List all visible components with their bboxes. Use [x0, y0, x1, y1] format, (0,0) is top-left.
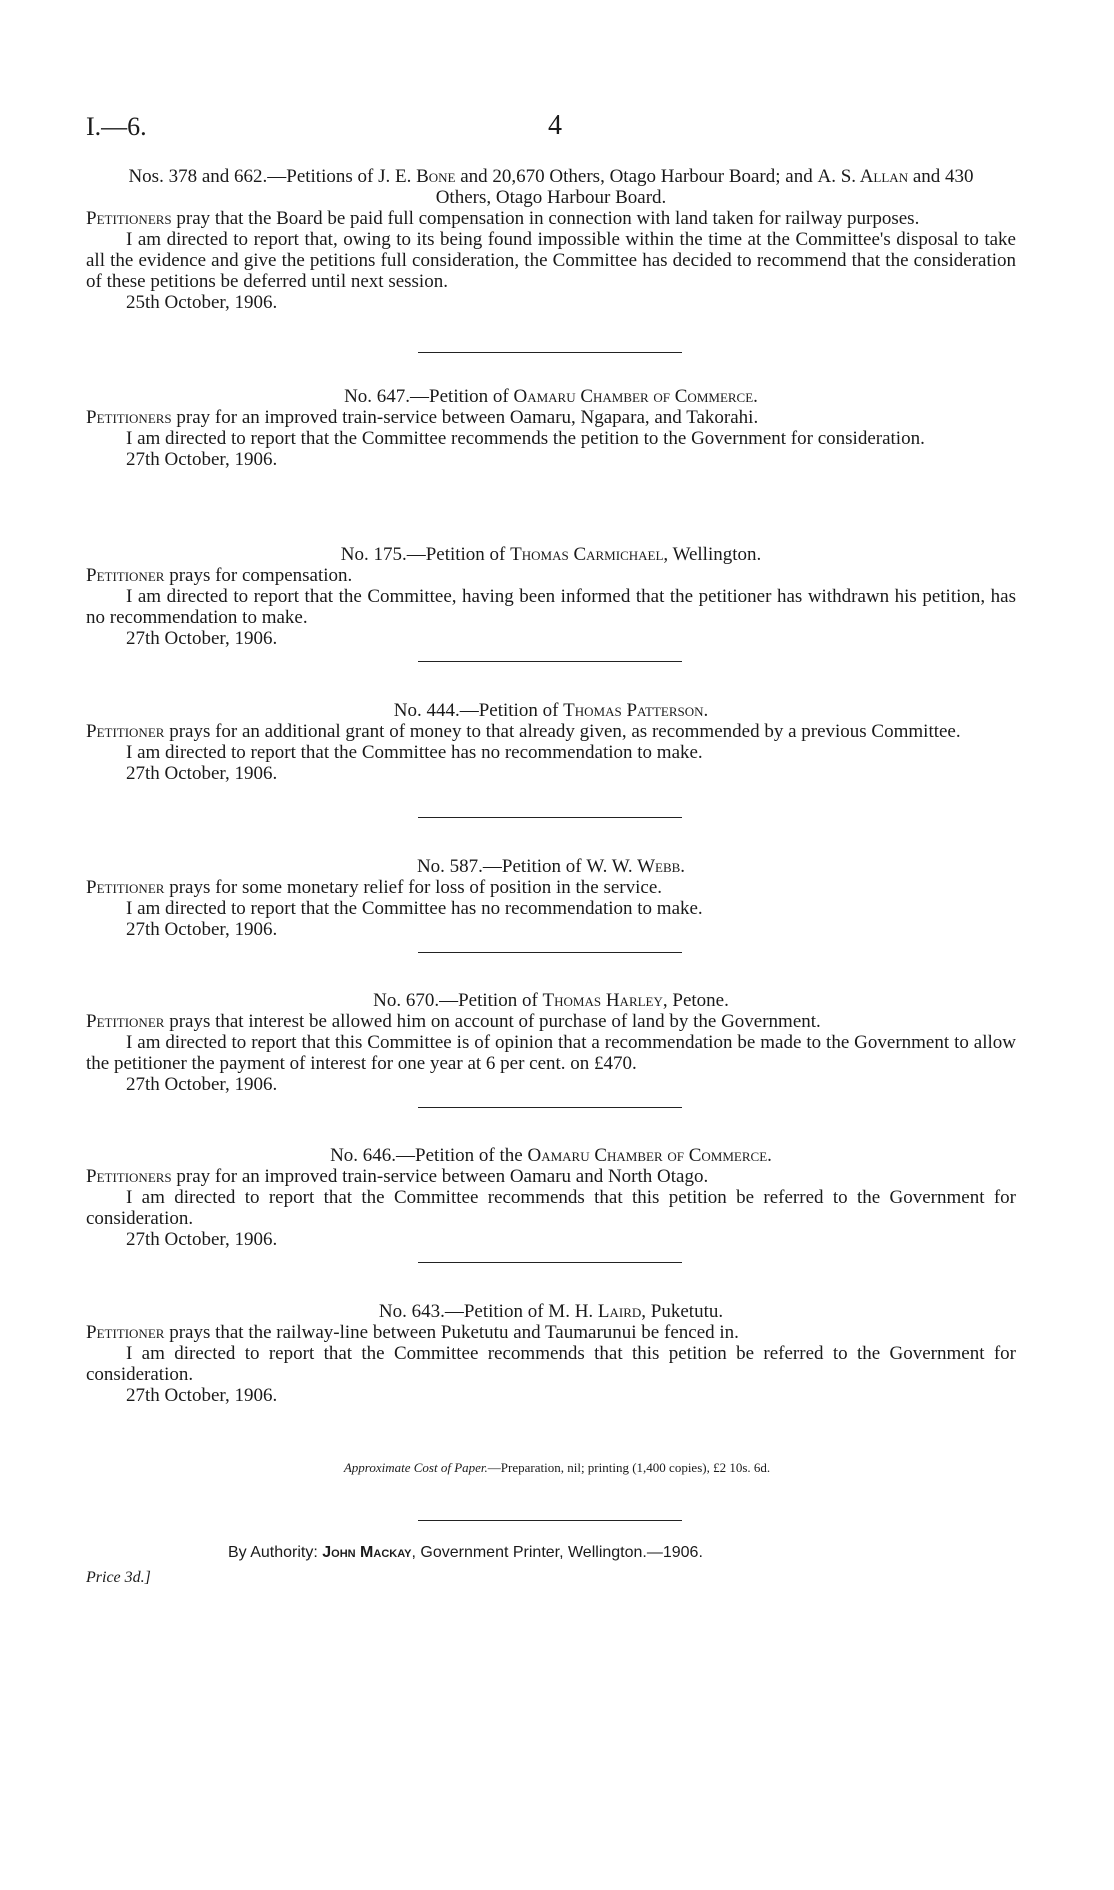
report-date: 27th October, 1906.: [126, 919, 278, 940]
petition-prayer: Petitioner prays for an additional grant of money to that already given, as recommended by a previous Committee.: [86, 721, 961, 742]
petition-section-643: [86, 1301, 1016, 1406]
petition-section-378-662: [86, 166, 1016, 313]
petition-prayer: Petitioner prays for compensation.: [86, 565, 353, 586]
petition-title: No. 444.—Petition of Thomas Patterson.: [393, 700, 709, 721]
report-date: 25th October, 1906.: [126, 292, 278, 313]
petition-section-444: [86, 700, 1016, 784]
report-date: 27th October, 1906.: [126, 1229, 278, 1250]
committee-report: I am directed to report that the Committee recommends the petition to the Government for consideration.: [126, 428, 925, 449]
committee-report: I am directed to report that the Committee, having been informed that the petitioner has withdrawn his petition, has no recommendation to make.: [86, 586, 1016, 628]
report-date: 27th October, 1906.: [126, 1074, 278, 1095]
petition-title: No. 175.—Petition of Thomas Carmichael, Wellington.: [340, 544, 762, 565]
section-divider: [418, 1107, 682, 1108]
section-divider: [418, 661, 682, 662]
paper-reference: I.—6.: [86, 112, 147, 141]
petition-prayer: Petitioner prays that the railway-line between Puketutu and Taumarunui be fenced in.: [86, 1322, 739, 1343]
committee-report: I am directed to report that the Committee recommends that this petition be referred to the Government for consideration.: [86, 1187, 1016, 1229]
petition-section-670: [86, 990, 1016, 1095]
printer-authority-line: By Authority: John Mackay, Government Printer, Wellington.—1906.: [228, 1544, 703, 1561]
page-number: 4: [548, 110, 562, 141]
committee-report: I am directed to report that the Committee has no recommendation to make.: [126, 898, 703, 919]
petition-title: No. 646.—Petition of the Oamaru Chamber of Commerce.: [330, 1145, 772, 1166]
price-label: Price 3d.]: [86, 1569, 151, 1586]
section-divider: [418, 817, 682, 818]
committee-report: I am directed to report that the Committee recommends that this petition be referred to the Government for consideration.: [86, 1343, 1016, 1385]
report-date: 27th October, 1906.: [126, 1385, 278, 1406]
petition-section-647: [86, 386, 1016, 470]
petition-prayer: Petitioners pray for an improved train-service between Oamaru, Ngapara, and Takorahi.: [86, 407, 759, 428]
footer-divider: [418, 1520, 682, 1521]
report-date: 27th October, 1906.: [126, 628, 278, 649]
report-date: 27th October, 1906.: [126, 763, 278, 784]
petition-title: Nos. 378 and 662.—Petitions of J. E. Bone and 20,670 Others, Otago Harbour Board; and A. S. Allan and 430 Others, Otago Harbour Board.: [128, 166, 974, 208]
committee-report: I am directed to report that this Committee is of opinion that a recommendation be made to the Government to allow the petitioner the payment of interest for one year at 6 per cent. on £470.: [86, 1032, 1016, 1074]
petition-prayer: Petitioners pray that the Board be paid full compensation in connection with land taken for railway purposes.: [86, 208, 920, 229]
committee-report: I am directed to report that, owing to its being found impossible within the time at the Committee's disposal to take all the evidence and give the petitions full consideration, the Committee has decided to recommend that the consideration of these petitions be deferred until next session.: [86, 229, 1016, 292]
petition-prayer: Petitioners pray for an improved train-service between Oamaru and North Otago.: [86, 1166, 709, 1187]
petition-title: No. 647.—Petition of Oamaru Chamber of Commerce.: [344, 386, 758, 407]
section-divider: [418, 352, 682, 353]
petition-title: No. 643.—Petition of M. H. Laird, Puketutu.: [378, 1301, 724, 1322]
petition-section-646: [86, 1145, 1016, 1250]
petition-title: No. 587.—Petition of W. W. Webb.: [416, 856, 686, 877]
report-date: 27th October, 1906.: [126, 449, 278, 470]
cost-of-paper-note: Approximate Cost of Paper.—Preparation, nil; printing (1,400 copies), £2 10s. 6d.: [343, 1460, 771, 1475]
section-divider: [418, 952, 682, 953]
section-divider: [418, 1262, 682, 1263]
petition-title: No. 670.—Petition of Thomas Harley, Petone.: [373, 990, 729, 1011]
petition-prayer: Petitioner prays that interest be allowed him on account of purchase of land by the Government.: [86, 1011, 821, 1032]
committee-report: I am directed to report that the Committee has no recommendation to make.: [126, 742, 703, 763]
petition-section-175: [86, 544, 1016, 649]
petition-prayer: Petitioner prays for some monetary relief for loss of position in the service.: [86, 877, 662, 898]
petition-section-587: [86, 856, 1016, 940]
